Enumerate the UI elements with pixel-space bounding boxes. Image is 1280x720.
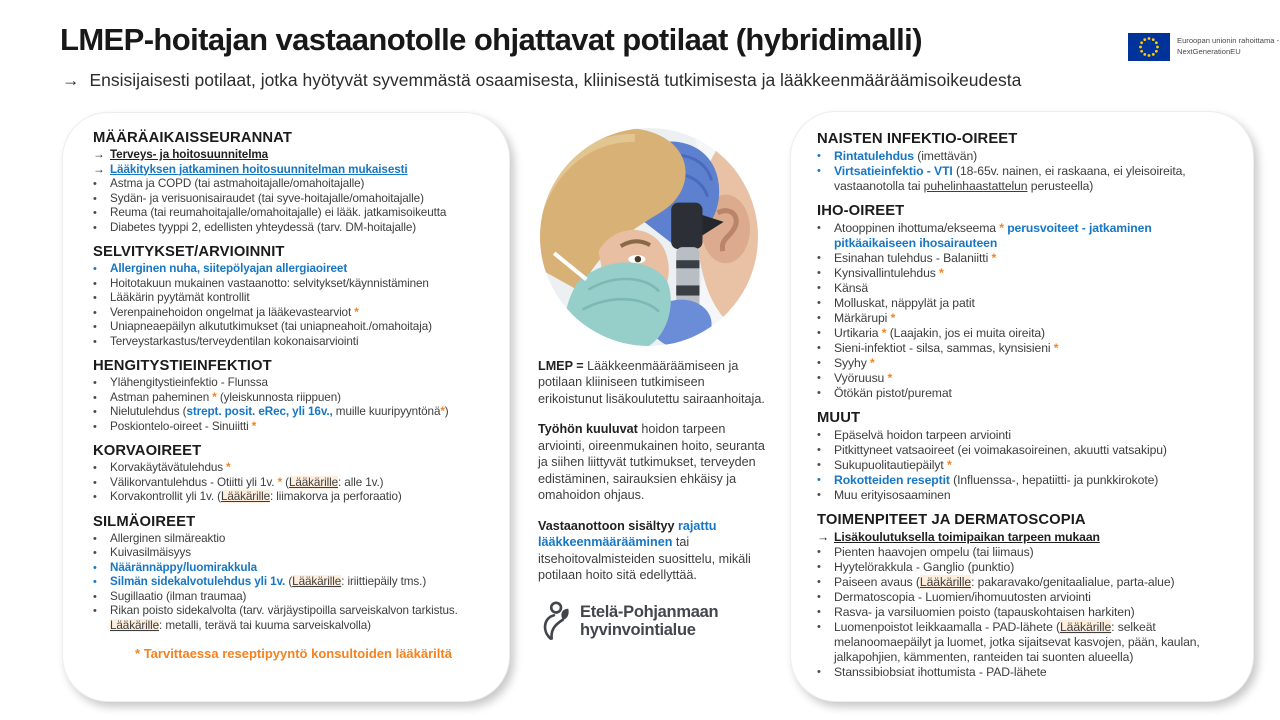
bullet-icon: • [93,192,97,205]
section [93,443,494,505]
text-segment: Paiseen avaus ( [834,575,920,589]
arrow-icon: → [62,70,80,90]
bullet-icon: • [817,561,821,573]
bullet-icon: • [93,547,97,559]
text-segment: Märkärupi [834,311,891,325]
arrow-item [93,148,494,163]
item-text [110,306,494,321]
bullet-icon: • [817,150,821,162]
text-segment: Esinahan tulehdus - Balaniitti [834,251,992,265]
item-text [834,458,1235,473]
text-segment: Korvakäytävätulehdus [110,461,227,474]
item-text [110,490,494,505]
text-segment: Ylähengitystieinfektio - Flunssa [110,376,268,389]
text-segment: Lääkärille [292,575,342,588]
text-segment: Atooppinen ihottuma/ekseema [834,221,1000,235]
section-title: MÄÄRÄAIKAISSEURANNAT [93,130,293,146]
text-segment: Lääkärin pyytämät kontrollit [110,291,250,304]
sprout-icon [538,601,572,643]
inline-link[interactable]: Lääkityksen jatkaminen hoitosuunnitelman mukaisesti [110,162,408,176]
bullet-icon: • [93,576,97,588]
item-text [110,376,494,391]
text-segment: (18-65v. nainen, ei raskaana, ei yleisoireita, vastaanotolla tai [834,164,1186,193]
left-card-sections [93,130,494,633]
text-segment: Sydän- ja verisuonisairaudet (tai syve-hoitajalle/omahoitajalle) [110,191,424,205]
text-segment: ( [285,575,293,588]
bullet-icon: • [817,429,821,441]
item-text [110,177,494,192]
text-segment: Lisäkoulutuksella toimipaikan tarpeen mukaan [834,530,1100,544]
item-text [834,443,1235,458]
text-segment: Vyöruusu [834,371,888,385]
text-segment: Kynsivallintulehdus [834,266,940,280]
item-text [834,530,1235,545]
bullet-icon: • [93,462,97,474]
item-text [834,590,1235,605]
asterisk-footnote: * Tarvittaessa reseptipyyntö konsultoiden lääkäriltä [135,646,452,661]
bullet-item [817,428,1235,443]
bullet-icon: • [817,357,821,369]
bullet-icon: • [93,561,97,574]
section-title: SELVITYKSET/ARVIOINNIT [93,244,285,260]
item-text [834,428,1235,443]
text-segment: Nielutulehdus ( [110,405,187,418]
section [817,410,1235,503]
bullet-icon: • [817,312,821,324]
text-segment: * [946,458,952,472]
item-text [834,341,1235,356]
text-segment: (Influenssa-, hepatiitti- ja punkkirokote) [949,473,1159,487]
text-segment: (imettävän) [913,149,978,163]
text-segment: Molluskat, näppylät ja patit [834,296,975,310]
text-segment: Stanssibiobsiat ihottumista - PAD-lähete [834,665,1047,679]
text-segment: LMEP = [538,359,588,373]
bullet-item [93,192,494,207]
text-segment: * [999,221,1004,235]
arrow-item [93,163,494,178]
item-text [110,532,494,547]
item-text [110,546,494,561]
text-segment: Urtikaria [834,326,882,340]
item-text [110,575,494,590]
item-text [834,545,1235,560]
bullet-icon: • [93,292,97,304]
text-segment: * [869,356,875,370]
bullet-icon: • [93,207,97,219]
text-segment: Pitkittyneet vatsaoireet (ei voimakasoireinen, akuutti vatsakipu) [834,443,1167,457]
item-text [110,561,494,576]
text-segment: : selkeät melanoomaepäilyt ja luomet, jotka sijaitsevat kasvojen, pään, kaulan, jalkapohjien, kämmenten, ranteiden tai suonten alueella) [834,620,1200,664]
text-segment: * [440,405,445,418]
bullet-icon: • [817,621,821,633]
section [817,512,1235,680]
text-segment: Lääkkeenmääräämiseen ja potilaan kliiniseen tutkimiseen erikoistunut lisäkoulutettu sairaanhoitaja. [538,359,765,406]
bullet-icon: • [93,406,97,418]
text-segment: (Laajakin, jos ei muita oireita) [886,326,1046,340]
text-segment: : iriittiepäily tms.) [341,575,427,588]
bullet-item [93,590,494,605]
item-text [110,291,494,306]
text-segment: : pakaravako/genitaalialue, parta-alue) [971,575,1175,589]
item-text [110,206,494,221]
text-segment: Sukupuolitautiepäilyt [834,458,947,472]
item-text [834,356,1235,371]
bullet-item [93,391,494,406]
bullet-icon: • [817,459,821,471]
bullet-item [93,221,494,236]
bullet-icon: • [817,591,821,603]
bullet-icon: • [817,489,821,501]
item-text [110,335,494,350]
section-title: IHO-OIREET [817,203,905,219]
text-segment: Muu erityisosaaminen [834,488,951,502]
bullet-item [817,149,1235,164]
item-text [110,148,494,163]
bullet-item [817,665,1235,680]
text-segment: Lääkärille [1060,620,1112,634]
text-segment: * [1053,341,1059,355]
bullet-item [93,420,494,435]
bullet-item [817,443,1235,458]
text-segment: Astma ja COPD (tai astmahoitajalle/omahoitajalle) [110,177,365,190]
text-segment: Korvakontrollit yli 1v. ( [110,490,221,503]
item-text [834,386,1235,401]
text-segment: Työhön kuuluvat [538,422,642,437]
bullet-item [93,532,494,547]
eu-funding-text: Euroopan unionin rahoittama - NextGenerationEU [1177,36,1280,56]
bullet-icon: • [817,327,821,339]
item-text [834,266,1235,281]
text-segment: Virtsatieinfektio - VTI [834,164,953,178]
bullet-item [93,206,494,221]
bullet-icon: • [93,221,97,234]
text-segment: Astman paheminen [110,390,213,404]
nurse-otoscope-photo [540,128,758,346]
bullet-icon: • [817,546,821,558]
text-segment: Silmän sidekalvotulehdus yli 1v. [110,575,286,588]
text-segment: Diabetes tyyppi 2, edellisten yhteydessä (tarv. DM-hoitajalle) [110,220,417,234]
arrow-icon: → [93,148,105,161]
bullet-icon: • [93,335,97,348]
item-text [834,575,1235,590]
text-segment: Känsä [834,281,869,295]
text-segment: * [881,326,887,340]
bullet-item [817,251,1235,266]
text-segment: ( [282,475,289,489]
bullet-icon: • [93,476,97,489]
org-logo [538,601,771,643]
info-paragraph [538,358,771,407]
bullet-item [817,458,1235,473]
bullet-icon: • [817,267,821,279]
bullet-icon: • [817,606,821,618]
bullet-item [93,461,494,476]
bullet-item [817,605,1235,620]
bullet-item [93,546,494,561]
bullet-icon: • [817,666,821,678]
section [817,203,1235,401]
item-text [834,221,1235,251]
bullet-icon: • [817,387,821,399]
arrow-icon: → [817,530,830,544]
bullet-icon: • [817,576,821,588]
item-text [834,371,1235,386]
bullet-item [817,620,1235,665]
text-segment: * [939,266,944,280]
bullet-icon: • [93,391,97,404]
page-subtitle [62,70,1021,91]
item-text [834,620,1235,665]
item-text [110,405,494,420]
page-title: LMEP-hoitajan vastaanotolle ohjattavat potilaat (hybridimalli) [60,22,922,57]
text-segment: muille kuuripyyntönä [332,405,441,418]
bullet-item [817,386,1235,401]
bullet-icon: • [817,444,821,456]
info-paragraph [538,421,771,503]
bullet-item [817,356,1235,371]
text-segment: * [354,305,359,319]
item-text [834,164,1235,194]
bullet-item [93,376,494,391]
section [817,131,1235,194]
text-segment: Dermatoscopia - Luomien/ihomuutosten arviointi [834,590,1091,604]
bullet-icon: • [93,321,97,333]
text-segment: Verenpainehoidon ongelmat ja lääkevastearviot [110,305,355,319]
item-text [110,461,494,476]
text-segment: Lääkärille [220,490,270,503]
item-text [110,262,494,277]
item-text [834,488,1235,503]
section [93,244,494,349]
bullet-item [93,306,494,321]
left-criteria-card [62,112,510,702]
text-segment: * [890,311,896,325]
text-segment: perusvoiteet - jatkaminen pitkäaikaiseen ihosairauteen [834,221,1152,250]
bullet-item [817,560,1235,575]
bullet-item [93,561,494,576]
text-segment: * [251,419,257,433]
item-text [834,605,1235,620]
text-segment: ) [444,405,449,418]
bullet-item [93,476,494,491]
org-logo-text: Etelä-Pohjanmaan hyvinvointialue [580,603,719,639]
item-text [834,473,1235,488]
text-segment: * [226,461,231,474]
middle-paragraphs [538,358,771,584]
item-text [110,604,494,633]
section [93,130,494,235]
arrow-item [817,530,1235,545]
text-segment: Hyytelörakkula - Ganglio (punktio) [834,560,1015,574]
bullet-item [93,320,494,335]
item-text [110,277,494,292]
eu-funding-badge [1128,33,1279,61]
bullet-icon: • [93,306,97,319]
bullet-item [817,311,1235,326]
bullet-icon: • [93,605,97,617]
bullet-item [817,473,1235,488]
text-segment: Kuivasilmäisyys [110,546,191,559]
text-segment: puhelinhaastattelun [923,179,1028,193]
text-segment: Terveys- ja hoitosuunnitelma [110,148,269,161]
bullet-item [93,177,494,192]
section-title: TOIMENPITEET JA DERMATOSCOPIA [817,512,1086,528]
bullet-icon: • [817,282,821,294]
item-text [110,391,494,406]
text-segment: hoidon tarpeen arviointi, oireenmukainen hoito, seuranta ja siihen liittyvät tutkimukset, terveyden edistäminen, sairauksien ehkäisy ja omahoidon ohjaus. [538,422,765,503]
text-segment: Epäselvä hoidon tarpeen arviointi [834,428,1011,442]
text-segment: Ötökän pistot/puremat [834,386,952,400]
bullet-icon: • [93,277,97,290]
item-text [110,590,494,605]
bullet-item [817,371,1235,386]
text-segment: Pienten haavojen ompelu (tai liimaus) [834,545,1034,559]
section-title: HENGITYSTIEINFEKTIOT [93,358,272,374]
bullet-icon: • [93,263,97,275]
text-segment: Rintatulehdus [834,149,914,163]
subtitle-text: Ensisijaisesti potilaat, jotka hyötyvät syvemmästä osaamisesta, kliinisestä tutkimisesta ja lääkkeenmääräämisoikeudesta [89,70,1022,90]
text-segment: * [991,251,997,265]
bullet-item [93,291,494,306]
text-segment: * [212,390,217,404]
bullet-item [817,545,1235,560]
bullet-icon: • [817,474,821,486]
text-segment: Terveystarkastus/terveydentilan kokonaisarviointi [110,334,359,348]
bullet-icon: • [93,491,97,503]
bullet-icon: • [93,420,97,433]
bullet-item [93,262,494,277]
text-segment: Allerginen nuha, siitepölyajan allergiaoireet [110,262,348,275]
item-text [110,192,494,207]
item-text [834,149,1235,164]
arrow-icon: → [93,162,105,176]
info-paragraph [538,518,771,584]
section-title: KORVAOIREET [93,443,202,459]
bullet-icon: • [817,252,821,264]
section [93,358,494,434]
item-text [834,296,1235,311]
bullet-item [93,335,494,350]
item-text [110,476,494,491]
text-segment: Hoitotakuun mukainen vastaanotto: selvitykset/käynnistäminen [110,276,429,290]
bullet-icon: • [817,372,821,384]
text-segment: (yleiskunnosta riippuen) [216,390,341,404]
text-segment: Rasva- ja varsiluomien poisto (tapauskohtaisen harkiten) [834,605,1135,619]
right-card-sections [817,131,1235,680]
bullet-item [817,590,1235,605]
text-segment: Uniapneaepäilyn alkututkimukset (tai uniapneahoit./omahoitaja) [110,320,432,333]
bullet-item [93,490,494,505]
text-segment: : liimakorva ja perforaatio) [269,490,402,503]
text-segment: : metalli, terävä tai kuuma sarveiskalvolla) [159,618,371,632]
text-segment: Näärännäppy/luomirakkula [110,560,257,574]
right-criteria-card [790,111,1254,702]
item-text [834,251,1235,266]
bullet-icon: • [93,590,97,603]
item-text [834,560,1235,575]
bullet-icon: • [817,165,821,177]
bullet-item [817,341,1235,356]
bullet-item [817,575,1235,590]
bullet-icon: • [817,342,821,354]
text-segment: Lääkärille [288,475,339,489]
bullet-icon: • [93,377,97,389]
text-segment: Vastaanottoon sisältyy [538,518,678,533]
middle-column [538,128,771,643]
item-text [110,163,494,178]
bullet-item [817,488,1235,503]
bullet-item [93,575,494,590]
text-segment: Rokotteiden reseptit [834,473,950,487]
item-text [834,311,1235,326]
text-segment: strept. posit. eRec, yli 16v., [186,405,333,418]
text-segment: rajattu lääkkeenmäärääminen [538,518,717,550]
bullet-icon: • [817,222,821,234]
text-segment: Sieni-infektiot - silsa, sammas, kynsisieni [834,341,1054,355]
text-segment: : alle 1v.) [338,475,384,489]
text-segment: Rikan poisto sidekalvolta (tarv. värjäystipoilla sarveiskalvon tarkistus. [110,604,458,617]
text-segment: Poskiontelo-oireet - Sinuiitti [110,419,252,433]
item-text [110,420,494,435]
text-segment: tai itsehoitovalmisteiden suosittelu, mikäli potilaan hoito sitä edellyttää. [538,535,751,583]
section [93,514,494,634]
text-segment: Lääkärille [110,618,160,632]
bullet-icon: • [93,178,97,190]
text-segment: Syyhy [834,356,870,370]
item-text [834,665,1235,680]
item-text [110,320,494,335]
bullet-item [817,164,1235,194]
bullet-item [817,221,1235,251]
text-segment: Sugillaatio (ilman traumaa) [110,589,247,603]
item-text [110,221,494,236]
text-segment: Reuma (tai reumahoitajalle/omahoitajalle) ei lääk. jatkamisoikeutta [110,206,447,219]
bullet-item [93,277,494,292]
bullet-item [817,326,1235,341]
eu-flag-icon [1128,33,1170,61]
text-segment: Lääkärille [919,575,972,589]
item-text [834,326,1235,341]
bullet-item [817,281,1235,296]
item-text [834,281,1235,296]
bullet-item [817,296,1235,311]
text-segment: Välikorvantulehdus - Otiitti yli 1v. [110,475,278,489]
section-title: NAISTEN INFEKTIO-OIREET [817,131,1018,147]
section-title: MUUT [817,410,861,426]
bullet-icon: • [93,532,97,545]
text-segment: * [887,371,893,385]
text-segment: Allerginen silmäreaktio [110,531,226,545]
bullet-item [93,604,494,633]
text-segment: perusteella) [1027,179,1094,193]
bullet-item [817,266,1235,281]
bullet-icon: • [817,297,821,309]
section-title: SILMÄOIREET [93,513,196,530]
bullet-item [93,405,494,420]
text-segment: * [277,475,283,489]
text-segment: Luomenpoistot leikkaamalla - PAD-lähete ( [834,620,1060,634]
